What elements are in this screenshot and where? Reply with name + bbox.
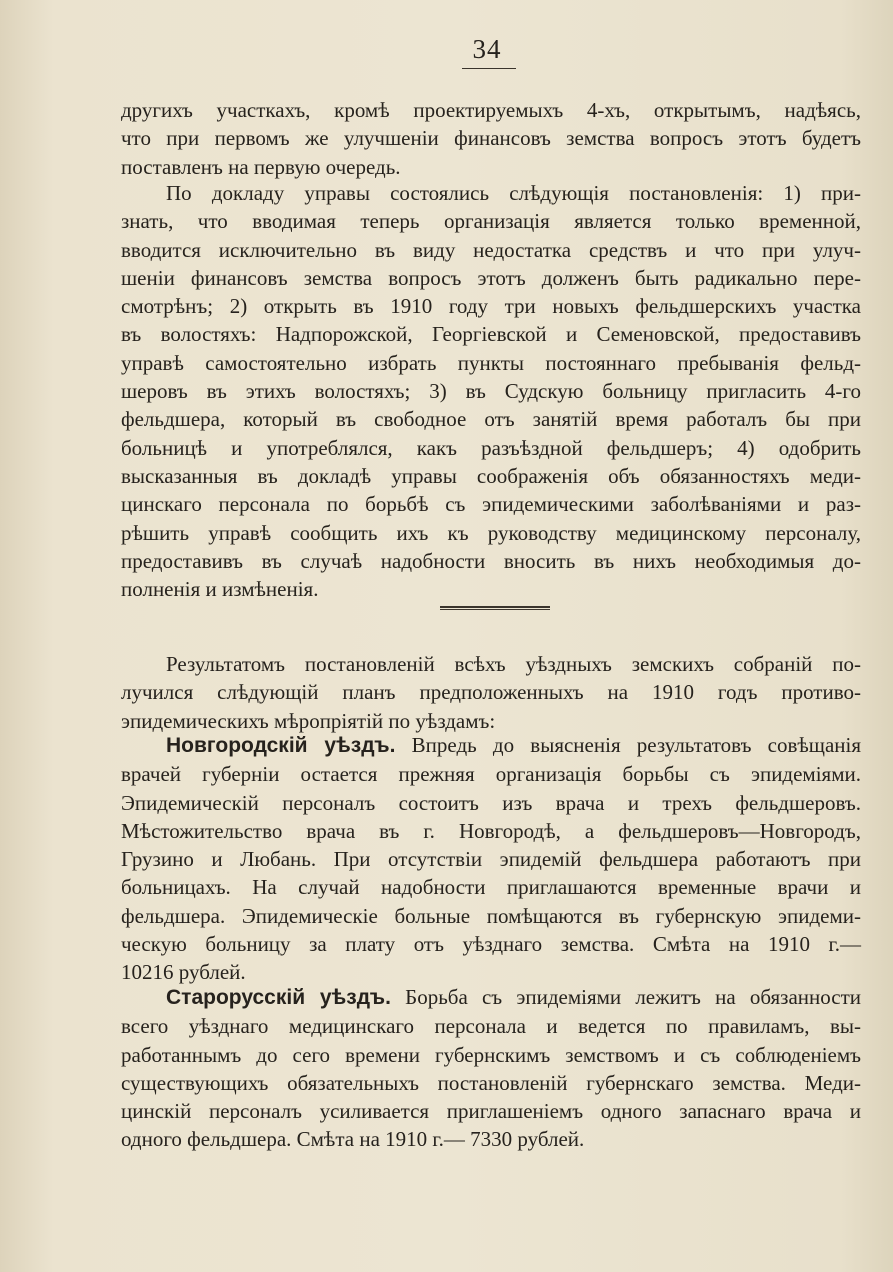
section-heading: Новгородскій уѣздъ. bbox=[166, 734, 396, 757]
text-line: фельдшера. Эпидемическіе больные помѣщаются въ губернскую эпидеми- bbox=[121, 903, 861, 928]
text-line: управѣ самостоятельно избрать пункты постояннаго пребыванія фельд- bbox=[121, 350, 861, 375]
paragraph-resolutions bbox=[121, 179, 861, 603]
section-staraya-russa bbox=[121, 983, 861, 1154]
text-line: врачей губерніи остается прежняя организація борьбы съ эпидеміями. bbox=[121, 762, 861, 787]
text-line: всего уѣзднаго медицинскаго персонала и ведется по правиламъ, вы- bbox=[121, 1014, 861, 1039]
text-line: другихъ участкахъ, кромѣ проектируемыхъ 4-хъ, открытымъ, надѣясь, bbox=[121, 98, 861, 122]
text-line: полненія и измѣненія. bbox=[121, 577, 319, 602]
text-line: что при первомъ же улучшеніи финансовъ земства вопросъ этотъ будетъ bbox=[121, 126, 861, 151]
text-line: Грузино и Любань. При отсутствіи эпидемій фельдшера работаютъ при bbox=[121, 847, 861, 872]
text-line: ческую больницу за плату отъ уѣзднаго земства. Смѣта на 1910 г.— bbox=[121, 932, 861, 957]
text-line: Мѣстожительство врача въ г. Новгородѣ, а фельдшеровъ—Новгородъ, bbox=[121, 818, 861, 843]
text-line: въ волостяхъ: Надпорожской, Георгіевской и Семеновской, предоставивъ bbox=[121, 322, 861, 347]
text-line bbox=[121, 983, 861, 1012]
text-line: одного фельдшера. Смѣта на 1910 г.— 7330 рублей. bbox=[121, 1127, 585, 1152]
text-line: высказанныя въ докладѣ управы соображенія объ обязанностяхъ меди- bbox=[121, 463, 861, 488]
text-line: шеровъ въ этихъ волостяхъ; 3) въ Судскую больницу пригласить 4-го bbox=[121, 379, 861, 404]
page-number-underline bbox=[462, 68, 516, 69]
text-line: цинскаго персонала по борьбѣ съ эпидемическими заболѣваніями и раз- bbox=[121, 492, 861, 517]
text-line: эпидемическихъ мѣропріятій по уѣздамъ: bbox=[121, 708, 496, 733]
text-line: цинскій персоналъ усиливается приглашеніемъ одного запаснаго врача и bbox=[121, 1099, 861, 1124]
text-line: рѣшить управѣ сообщить ихъ къ руководству медицинскому персоналу, bbox=[121, 520, 861, 545]
text-line: больницѣ и употреблялся, какъ разъѣздной фельдшеръ; 4) одобрить bbox=[121, 435, 861, 460]
section-divider bbox=[440, 606, 550, 610]
text-line: смотрѣнъ; 2) открыть въ 1910 году три новыхъ фельдшерскихъ участка bbox=[121, 294, 861, 319]
text-line: 10216 рублей. bbox=[121, 960, 246, 985]
text-line: предоставивъ въ случаѣ надобности вносить въ нихъ необходимыя до- bbox=[121, 548, 861, 573]
text-line: Эпидемическій персоналъ состоитъ изъ врача и трехъ фельдшеровъ. bbox=[121, 790, 861, 815]
text-line: работаннымъ до сего времени губернскимъ земствомъ и съ соблюденіемъ bbox=[121, 1042, 861, 1067]
section-heading: Старорусскій уѣздъ. bbox=[166, 986, 391, 1009]
paragraph-continuation bbox=[121, 96, 861, 181]
text-line: шеніи финансовъ земства вопросъ этотъ долженъ быть радикально пере- bbox=[121, 265, 861, 290]
text-line: вводится исключительно въ виду недостатка средствъ и что при улуч- bbox=[121, 237, 861, 262]
paragraph-plan-intro bbox=[121, 650, 861, 735]
text-fragment: Борьба съ эпидеміями лежитъ на обязанности bbox=[405, 985, 861, 1009]
text-line: Результатомъ постановленій всѣхъ уѣздныхъ земскихъ собраній по- bbox=[166, 652, 861, 676]
text-line: По докладу управы состоялись слѣдующія постановленія: 1) при- bbox=[166, 181, 861, 205]
text-line: поставленъ на первую очередь. bbox=[121, 154, 401, 179]
text-line: фельдшера, который въ свободное отъ занятій время работалъ бы при bbox=[121, 407, 861, 432]
section-novgorod bbox=[121, 731, 861, 987]
text-line: больницахъ. На случай надобности приглашаются временные врачи и bbox=[121, 875, 861, 900]
text-fragment: Впредь до выясненія результатовъ совѣщанія bbox=[411, 733, 862, 757]
text-line: знать, что вводимая теперь организація является только временной, bbox=[121, 209, 861, 234]
text-line: лучился слѣдующій планъ предположенныхъ на 1910 годъ противо- bbox=[121, 680, 861, 705]
text-line: существующихъ обязательныхъ постановленій губернскаго земства. Меди- bbox=[121, 1070, 861, 1095]
page-number: 34 bbox=[472, 34, 502, 64]
text-line bbox=[121, 731, 861, 760]
